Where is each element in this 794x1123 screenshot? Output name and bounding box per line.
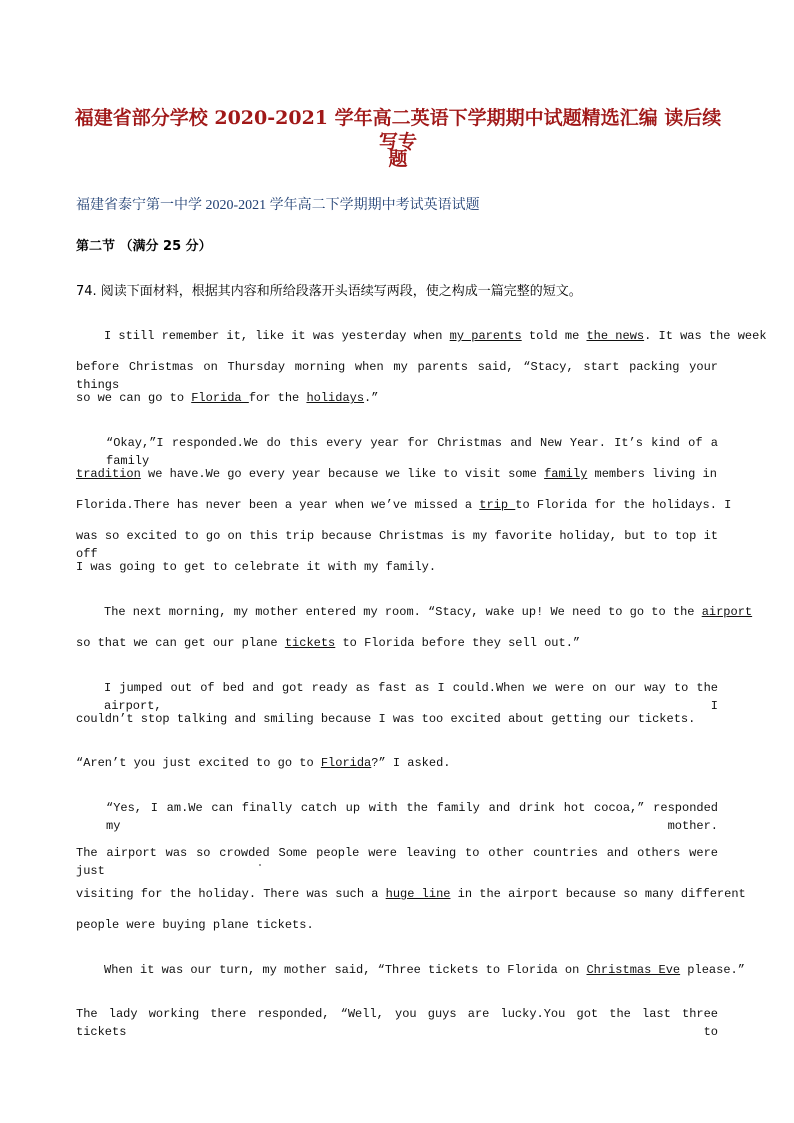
passage-line: “Aren’t you just excited to go to Florida?” I asked. <box>76 756 451 770</box>
document-title-line-1: 福建省部分学校 2020-2021 学年高二英语下学期期中试题精选汇编 读后续写专 <box>74 107 722 153</box>
underlined-word: tickets <box>284 636 336 650</box>
underlined-word: Florida <box>320 756 372 770</box>
underlined-word: tradition <box>76 467 141 481</box>
stray-mark <box>259 864 261 866</box>
passage-line: I still remember it, like it was yesterday when my parents told me the news. It was the week <box>104 329 767 343</box>
passage-line: I jumped out of bed and got ready as fast as I could.When we were on our way to the airport, I <box>104 681 718 713</box>
underlined-word: the news <box>586 329 645 343</box>
underlined-word: huge line <box>385 887 451 901</box>
passage-line: The next morning, my mother entered my room. “Stacy, wake up! We need to go to the airport <box>104 605 753 619</box>
task-instruction: 74. 阅读下面材料，根据其内容和所给段落开头语续写两段，使之构成一篇完整的短文。 <box>76 284 582 299</box>
passage-line: “Yes, I am.We can finally catch up with the family and drink hot cocoa,” responded my mother. <box>106 801 718 833</box>
passage-line: The lady working there responded, “Well, you guys are lucky.You got the last three tickets to <box>76 1007 718 1039</box>
passage-line: so we can go to Florida for the holidays.” <box>76 391 379 405</box>
document-title-line-2: 题 <box>388 148 408 170</box>
underlined-word: Christmas Eve <box>586 963 681 977</box>
passage-line: so that we can get our plane tickets to Florida before they sell out.” <box>76 636 581 650</box>
passage-line: tradition we have.We go every year because we like to visit some family members living in <box>76 467 717 481</box>
underlined-word: holidays <box>306 391 365 405</box>
underlined-word: my parents <box>449 329 522 343</box>
underlined-word: Florida <box>191 391 249 405</box>
passage-line: When it was our turn, my mother said, “Three tickets to Florida on Christmas Eve please.” <box>104 963 745 977</box>
underlined-word: airport <box>701 605 753 619</box>
passage-line: “Okay,”I responded.We do this every year for Christmas and New Year. It’s kind of a family <box>106 436 718 468</box>
passage-line: Florida.There has never been a year when we’ve missed a trip to Florida for the holidays. I <box>76 498 732 512</box>
passage-line: people were buying plane tickets. <box>76 918 314 932</box>
passage-line: before Christmas on Thursday morning when my parents said, “Stacy, start packing your things <box>76 360 718 392</box>
section-heading: 第二节 （满分 25 分） <box>76 239 212 254</box>
passage-line: I was going to get to celebrate it with my family. <box>76 560 437 574</box>
passage-line: The airport was so crowded Some people were leaving to other countries and others were just <box>76 846 718 878</box>
passage-line: couldn’t stop talking and smiling because I was too excited about getting our tickets. <box>76 712 696 726</box>
underlined-word: trip <box>479 498 516 512</box>
passage-line: was so excited to go on this trip because Christmas is my favorite holiday, but to top it off <box>76 529 718 561</box>
passage-line: visiting for the holiday. There was such a huge line in the airport because so many different <box>76 887 746 901</box>
underlined-word: family <box>544 467 588 481</box>
exam-source: 福建省泰宁第一中学 2020-2021 学年高二下学期期中考试英语试题 <box>76 198 480 213</box>
